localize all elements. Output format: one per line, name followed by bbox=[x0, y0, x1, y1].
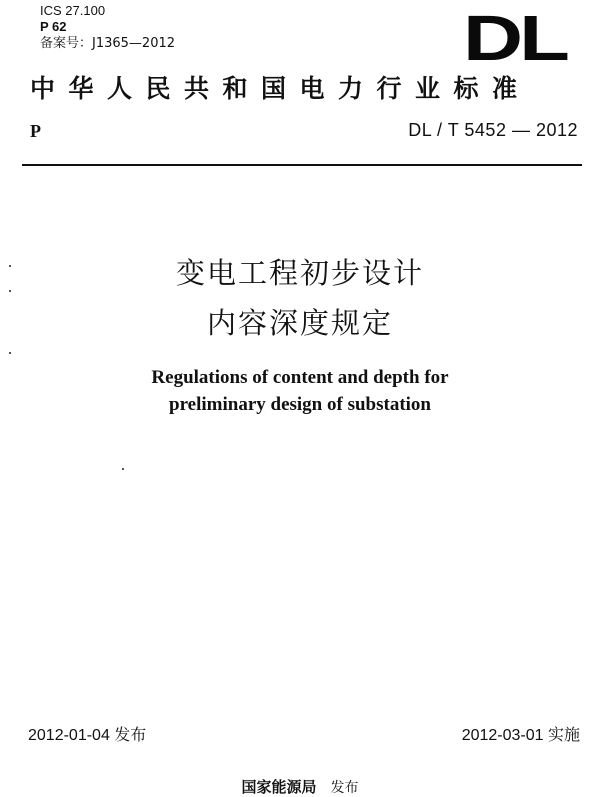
publisher-line bbox=[0, 776, 600, 797]
implementation-date: 2012-03-01 实施 bbox=[461, 727, 580, 744]
title-zh-line1: 变电工程初步设计 bbox=[175, 256, 424, 290]
scan-speck bbox=[9, 265, 11, 267]
scan-speck bbox=[9, 352, 11, 354]
publisher-suffix: 发布 bbox=[330, 780, 359, 796]
record-number: 备案号：J1365—2012 bbox=[40, 36, 176, 51]
title-zh-line2: 内容深度规定 bbox=[206, 306, 393, 340]
scan-speck bbox=[9, 290, 11, 292]
header-divider bbox=[22, 164, 582, 166]
title-en-line1: Regulations of content and depth for bbox=[151, 367, 449, 388]
organization-line: 中华人民共和国电力行业标准 bbox=[30, 74, 531, 103]
publisher-name: 国家能源局 bbox=[241, 778, 317, 796]
ics-code: ICS 27.100 bbox=[40, 3, 106, 18]
title-en-line2: preliminary design of substation bbox=[169, 394, 431, 415]
dl-logo: DL bbox=[463, 2, 567, 74]
issue-date: 2012-01-04 发布 bbox=[28, 727, 147, 744]
category-letter: P bbox=[30, 121, 41, 141]
standard-number: DL / T 5452 — 2012 bbox=[408, 120, 578, 140]
scan-speck bbox=[122, 468, 124, 470]
classification-code: P 62 bbox=[40, 19, 67, 34]
